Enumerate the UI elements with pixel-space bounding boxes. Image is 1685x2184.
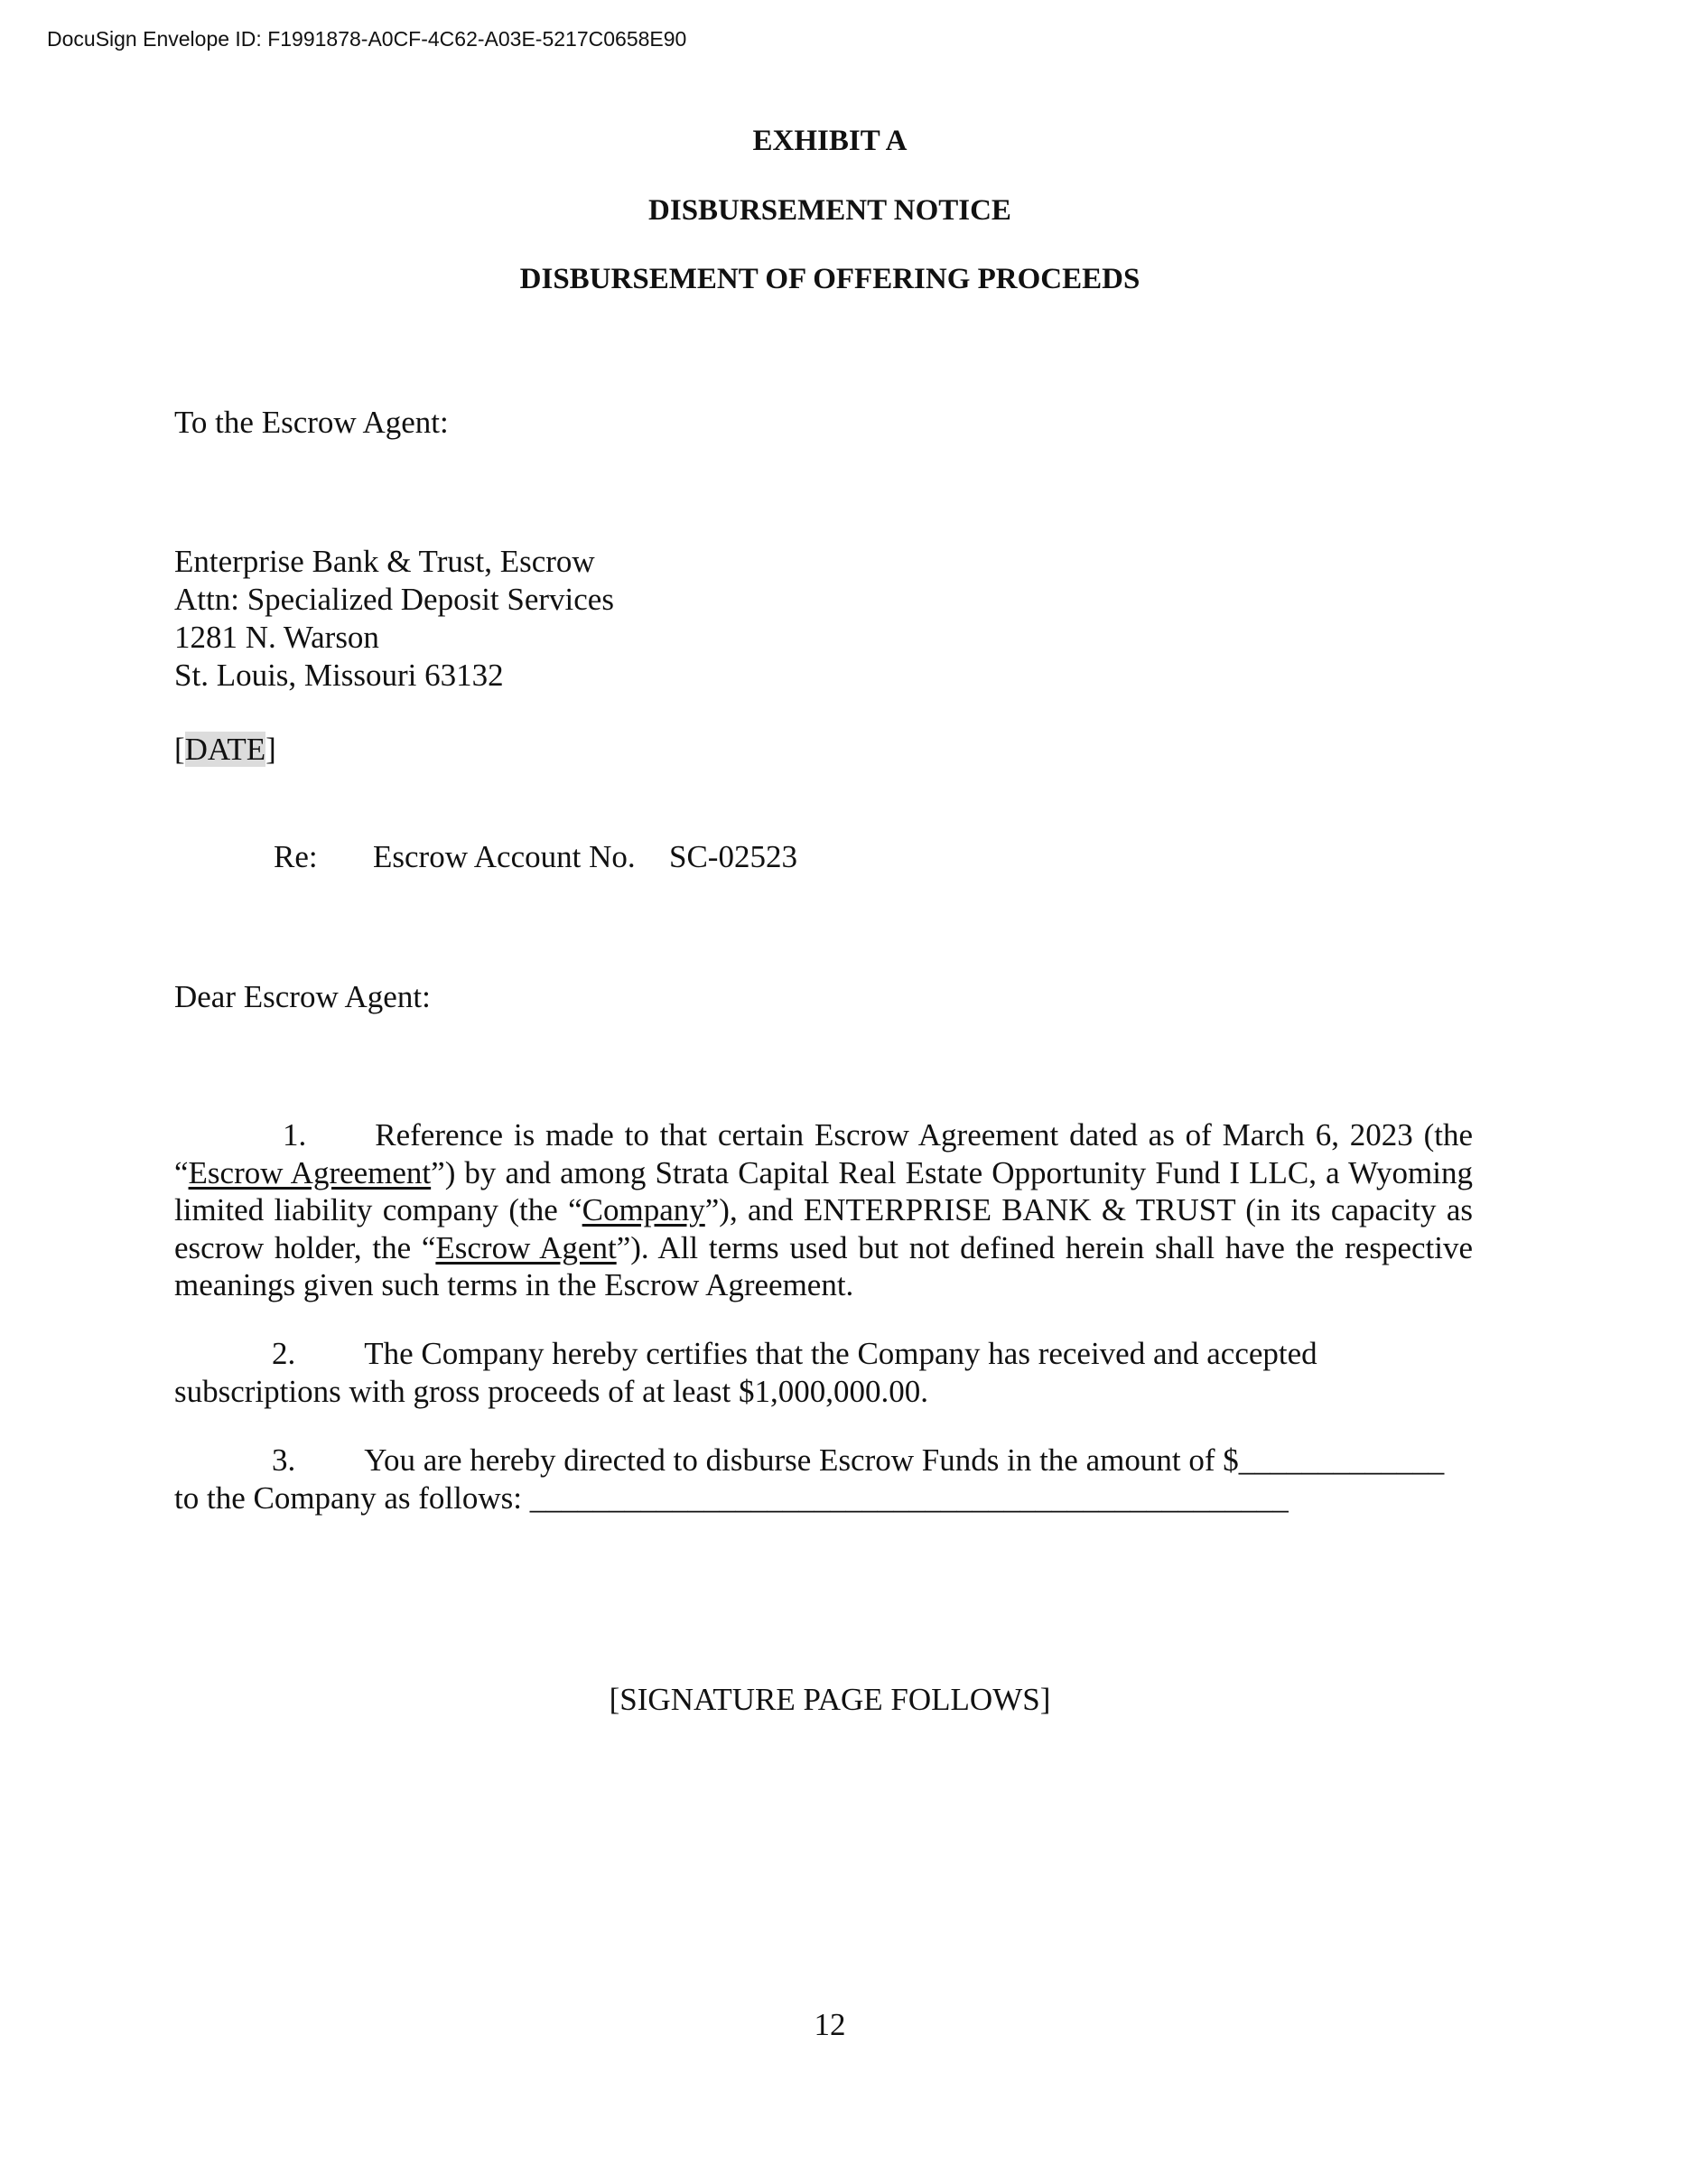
exhibit-title: EXHIBIT A [752, 125, 908, 157]
notice-title: DISBURSEMENT NOTICE [648, 194, 1011, 227]
address-line-3: 1281 N. Warson [174, 620, 379, 655]
paragraph-2-number: 2. [272, 1336, 296, 1371]
re-label: Re: [274, 839, 318, 874]
paragraph-3-line-1 [174, 1442, 1473, 1479]
paragraph-3-text-1: You are hereby directed to disburse Escrow Funds in the amount of $_____________ [364, 1442, 1445, 1478]
salutation-top: To the Escrow Agent: [174, 405, 449, 440]
paragraph-1-line-3 [174, 1191, 1473, 1229]
notice-subtitle: DISBURSEMENT OF OFFERING PROCEEDS [519, 263, 1140, 295]
paragraph-1-text-4b: ”). All terms used but not defined herein shall have the respective [616, 1229, 1473, 1265]
address-line-4: St. Louis, Missouri 63132 [174, 658, 504, 693]
re-line [0, 838, 903, 878]
paragraph-1-text-1: Reference is made to that certain Escrow Agreement dated as of March 6, 2023 (the [375, 1117, 1473, 1153]
signature-page-follows: [SIGNATURE PAGE FOLLOWS] [609, 1682, 1051, 1717]
escrow-agent-address [174, 543, 614, 695]
date-placeholder [174, 731, 276, 769]
paragraph-1-text-2: ”) by and among Strata Capital Real Estate Opportunity Fund I LLC, a Wyoming [431, 1154, 1473, 1190]
paragraph-2-line-1 [174, 1335, 1473, 1373]
page-number: 12 [814, 2007, 846, 2042]
paragraph-1-text-4a: escrow holder, the “ [174, 1229, 436, 1265]
date-field: DATE [184, 732, 266, 767]
paragraph-3 [174, 1442, 1473, 1517]
paragraph-1 [174, 1116, 1473, 1304]
re-account-number: SC-02523 [669, 839, 797, 874]
defined-term-company: Company [582, 1192, 705, 1227]
paragraph-3-line-2: to the Company as follows: ________________________________________________ [174, 1479, 1289, 1516]
date-bracket-close: ] [265, 732, 276, 767]
paragraph-1-line-1 [174, 1116, 1473, 1154]
paragraph-1-line-2 [174, 1154, 1473, 1192]
quote-open: “ [174, 1154, 189, 1190]
re-account-label: Escrow Account No. [373, 839, 636, 874]
paragraph-1-number: 1. [283, 1117, 307, 1153]
date-bracket-open: [ [174, 732, 185, 767]
paragraph-1-text-3a: limited liability company (the “ [174, 1192, 582, 1227]
paragraph-2 [174, 1335, 1473, 1410]
defined-term-escrow-agreement: Escrow Agreement [188, 1154, 432, 1190]
greeting: Dear Escrow Agent: [174, 979, 431, 1014]
paragraph-3-number: 3. [272, 1442, 296, 1478]
paragraph-2-line-2: subscriptions with gross proceeds of at least $1,000,000.00. [174, 1373, 929, 1409]
address-line-1: Enterprise Bank & Trust, Escrow [174, 544, 595, 579]
paragraph-1-text-3b: ”), and ENTERPRISE BANK & TRUST (in its capacity as [704, 1192, 1474, 1227]
paragraph-1-line-5: meanings given such terms in the Escrow Agreement. [174, 1267, 854, 1302]
address-line-2: Attn: Specialized Deposit Services [174, 582, 614, 617]
defined-term-escrow-agent: Escrow Agent [435, 1229, 617, 1265]
paragraph-2-text-1: The Company hereby certifies that the Company has received and accepted [364, 1336, 1317, 1371]
docusign-envelope-id: DocuSign Envelope ID: F1991878-A0CF-4C62-A03E-5217C0658E90 [47, 27, 687, 51]
paragraph-1-line-4 [174, 1229, 1473, 1267]
